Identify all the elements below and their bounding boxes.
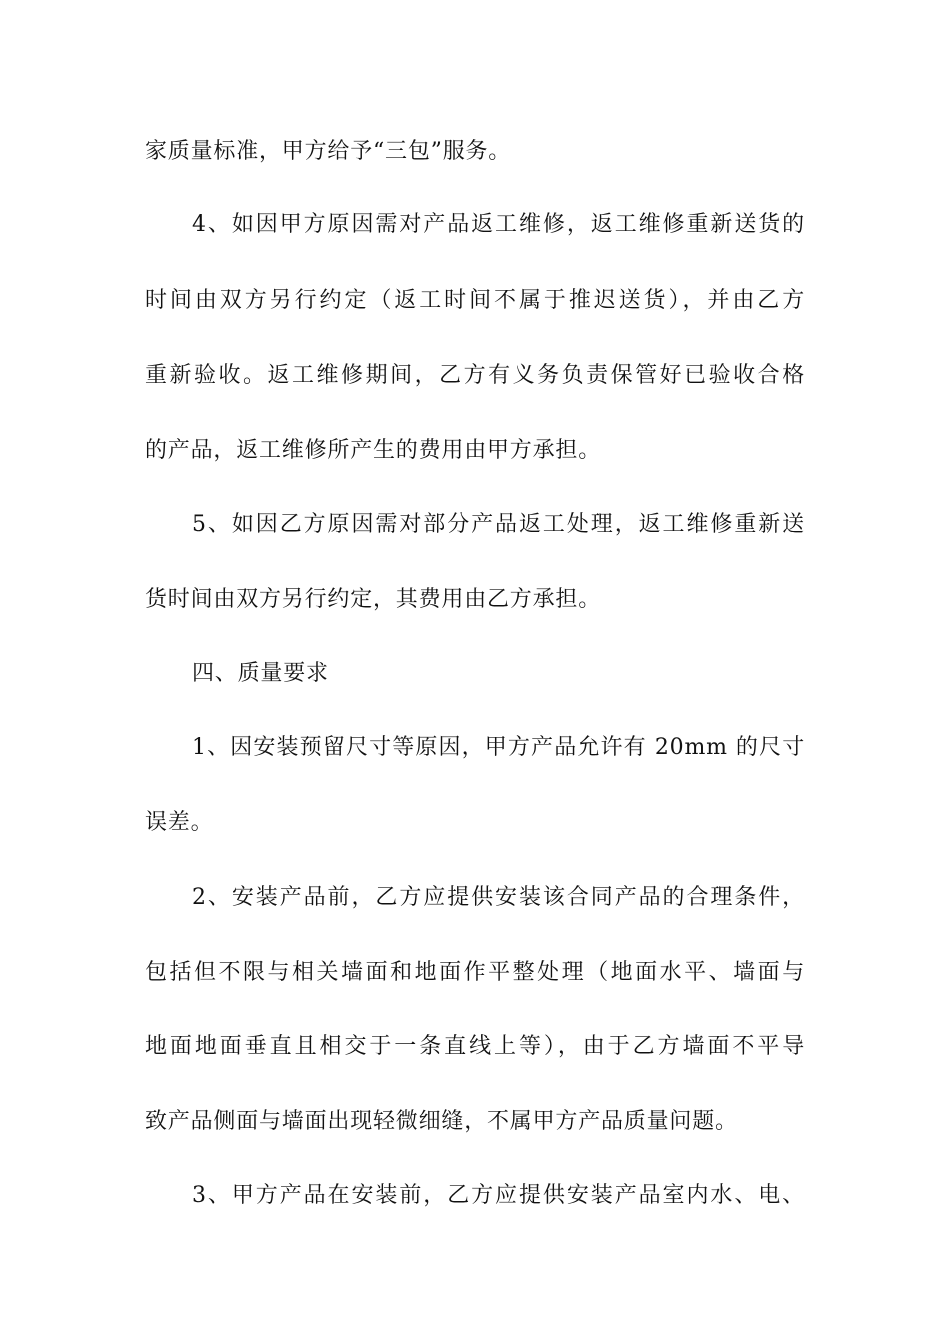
text-line-15: 3、甲方产品在安装前，乙方应提供安装产品室内水、电、 [192,1183,805,1208]
text-line-5: 的产品，返工维修所产生的费用由甲方承担。 [145,438,602,463]
text-line-1: 家质量标准，甲方给予“三包”服务。 [145,139,512,164]
text-line-2: 4、如因甲方原因需对产品返工维修，返工维修重新送货的 [192,212,805,237]
text-line-11: 2、安装产品前，乙方应提供安装该合同产品的合理条件， [192,885,805,910]
text-line-4: 重新验收。返工维修期间，乙方有义务负责保管好已验收合格 [145,363,805,388]
text-line-3: 时间由双方另行约定（返工时间不属于推迟送货），并由乙方 [145,288,805,313]
text-line-12: 包括但不限与相关墙面和地面作平整处理（地面水平、墙面与 [145,960,805,985]
text-line-6: 5、如因乙方原因需对部分产品返工处理，返工维修重新送 [192,512,805,537]
text-line-13: 地面地面垂直且相交于一条直线上等），由于乙方墙面不平导 [145,1034,805,1059]
text-line-10: 误差。 [145,810,214,835]
section-heading: 四、质量要求 [192,661,329,686]
text-line-9: 1、因安装预留尺寸等原因，甲方产品允许有 20mm 的尺寸 [192,735,805,760]
text-line-14: 致产品侧面与墙面出现轻微细缝，不属甲方产品质量问题。 [145,1109,738,1134]
text-line-7: 货时间由双方另行约定，其费用由乙方承担。 [145,587,602,612]
